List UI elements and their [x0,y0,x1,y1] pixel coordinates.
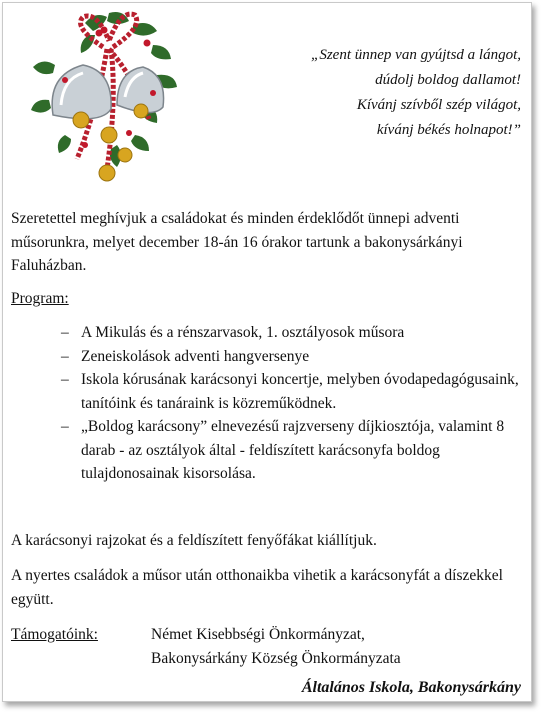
exhibit-paragraph: A karácsonyi rajzokat és a feldíszített fenyőfákat kiállítjuk. [11,532,377,549]
invitation-page [2,2,532,702]
list-item [3,345,533,369]
list-item-text: „Boldog karácsony” elnevezésű rajzverseny díjkiosztója, valamint 8 darab - az osztályok által - feldíszített karácsonyfa boldog tulajdonosainak kisorsolása. [81,418,505,482]
dash-bullet: – [61,418,69,435]
dash-bullet: – [61,324,69,341]
list-item-text: A Mikulás és a rénszarvasok, 1. osztályosok műsora [81,324,405,341]
list-item [3,368,533,415]
poem-line: Kívánj szívből szép világot, [356,97,521,113]
christmas-bells-holly-illustration [25,5,195,195]
poem-line: „Szent ünnep van gyújtsd a lángot, [311,47,521,63]
dash-bullet: – [61,371,69,388]
sponsors-names [151,623,401,670]
list-item [3,415,533,486]
poem-line: kívánj békés holnapot!” [376,122,521,138]
poem [311,43,521,143]
sponsor-name: Bakonysárkány Község Önkormányzata [151,649,401,667]
program-heading: Program: [11,290,69,307]
bell-right [117,67,164,118]
signature: Általános Iskola, Bakonysárkány [301,679,521,696]
sponsors-label: Támogatóink: [11,626,98,643]
program-list [3,321,533,486]
winners-paragraph: A nyertes családok a műsor után otthonaikba vihetik a karácsonyfát a díszekkel együtt. [11,567,503,608]
list-item [3,321,533,345]
list-item-text: Iskola kórusának karácsonyi koncertje, melyben óvodapedagógusaink, tanítóink és tanáraink is közreműködnek. [81,371,519,412]
dash-bullet: – [61,347,69,365]
list-item-text: Zeneiskolások adventi hangversenye [81,347,310,365]
intro-paragraph: Szeretettel meghívjuk a családokat és minden érdeklődőt ünnepi adventi műsorunkra, melyet december 18-án 16 órakor tartunk a bakonysárkányi Faluházban. [11,210,463,274]
bell-left [52,65,111,128]
sponsor-name: Német Kisebbségi Önkormányzat, [151,626,365,643]
poem-line: dúdolj boldog dallamot! [375,72,521,88]
